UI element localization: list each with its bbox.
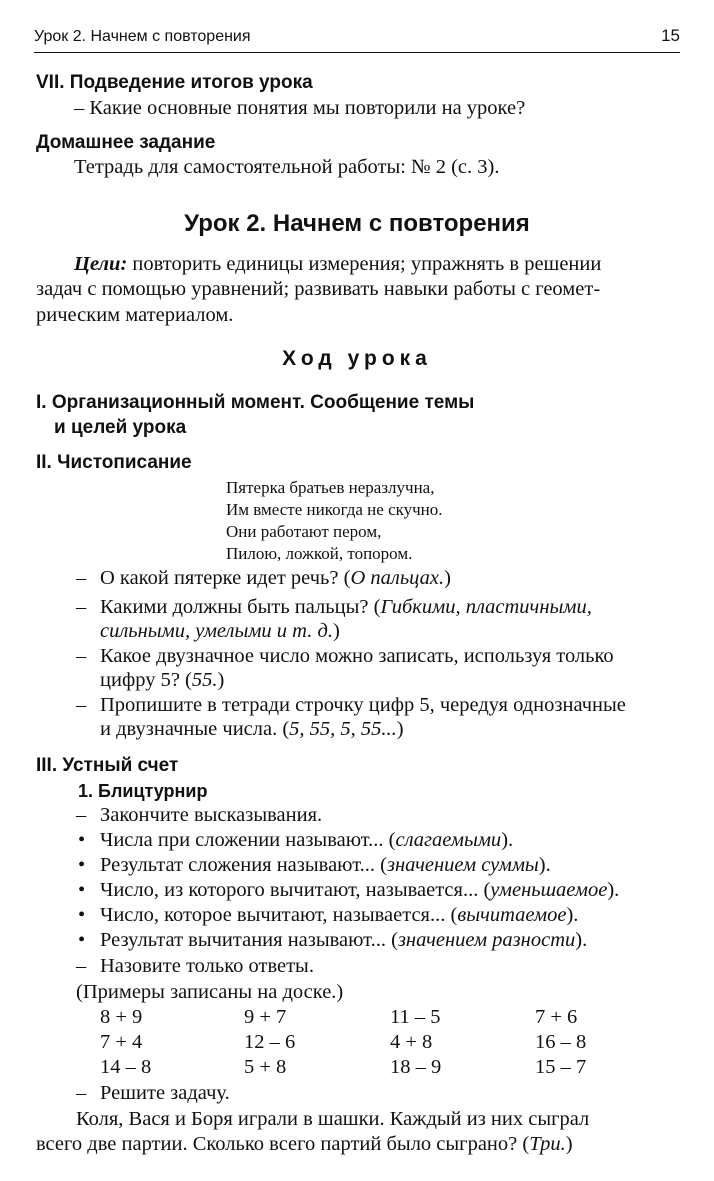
example: 8 + 9 [100,1006,143,1028]
bullet-item [100,879,619,902]
question-2-answer-1: Гибкими, пластичными, [380,596,592,618]
question-2 [100,596,592,619]
dash: – [76,955,87,977]
bullet-item [100,854,551,877]
problem-answer: Три. [529,1133,566,1155]
poem-line-1: Пятерка братьев неразлучна, [226,478,435,497]
examples-note: (Примеры записаны на доске.) [76,981,344,1003]
finish-statements: Закончите высказывания. [100,804,323,826]
example: 12 – 6 [244,1031,296,1053]
example: 5 + 8 [244,1056,287,1078]
paren: ) [332,620,340,642]
example: 18 – 9 [390,1056,442,1078]
homework-heading: Домашнее задание [36,132,216,153]
paren: ) [444,567,451,589]
question-4-answer: 5, 55, 5, 55... [289,718,397,740]
bullet-item [100,829,513,852]
bullet-text: Число, которое вычитают, называется... ( [100,904,458,926]
bullet-answer: слагаемыми [395,829,502,851]
problem-line-1: Коля, Вася и Боря играли в шашки. Каждый из них сыграл [76,1108,590,1130]
paren: ) [565,1133,573,1155]
question-2-line-2 [100,620,340,643]
example: 15 – 7 [535,1056,587,1078]
paren: ). [575,929,588,951]
course-heading: Ход урока [282,347,432,370]
example: 7 + 6 [535,1006,578,1028]
example: 9 + 7 [244,1006,287,1028]
example: 16 – 8 [535,1031,587,1053]
question-3-line-1: Какое двузначное число можно записать, используя только [100,645,614,667]
paren: ). [566,904,579,926]
paren: ). [501,829,514,851]
bullet-answer: уменьшаемое [490,879,608,901]
goals-text-1: повторить единицы измерения; упражнять в решении [127,253,602,275]
bullet-answer: значением суммы [386,854,539,876]
question-4-line-1: Пропишите в тетради строчку цифр 5, чередуя однозначные [100,694,626,716]
page-number: 15 [661,26,680,45]
example: 7 + 4 [100,1031,143,1053]
bullet-text: Результат вычитания называют... ( [100,929,398,951]
dash: – [76,567,87,589]
goals-line-1 [74,253,601,276]
question-2-answer-2: сильными, умелыми и т. д. [100,620,333,642]
dash: – [76,804,87,826]
section-7-question: – Какие основные понятия мы повторили на уроке? [74,97,526,119]
lesson-title: Урок 2. Начнем с повторения [184,210,530,237]
bullet-answer: вычитаемое [457,904,567,926]
bullet: • [78,929,86,951]
running-head [34,24,680,53]
bullet: • [78,904,86,926]
running-head-title: Урок 2. Начнем с повторения [34,28,251,45]
question-4-line-2 [100,718,404,741]
question-2-text: Какими должны быть пальцы? ( [100,596,381,618]
question-3-text: цифру 5? ( [100,669,192,691]
bullet-text: Число, из которого вычитают, называется... ( [100,879,491,901]
paren: ) [396,718,404,740]
bullet: • [78,879,86,901]
problem-text: всего две партии. Сколько всего партий было сыграно? ( [36,1133,530,1155]
question-3-line-2 [100,669,224,692]
homework-text: Тетрадь для самостоятельной работы: № 2 (с. 3). [74,156,500,178]
section-2-heading: II. Чистописание [36,452,192,473]
answers-only: Назовите только ответы. [100,955,314,977]
paren: ) [217,669,225,691]
goals-line-2: задач с помощью уравнений; развивать навыки работы с геомет- [36,278,601,300]
poem-line-3: Они работают пером, [226,522,382,541]
poem-line-4: Пилою, ложкой, топором. [226,544,413,563]
example: 4 + 8 [390,1031,433,1053]
paren: ). [538,854,551,876]
question-1 [100,567,451,590]
section-1-heading-line-1: I. Организационный момент. Сообщение темы [36,392,475,413]
dash: – [76,596,87,618]
dash: – [76,645,87,667]
goals-line-3: рическим материалом. [36,304,234,326]
dash: – [76,1082,87,1104]
question-3-answer: 55. [191,669,218,691]
bullet: • [78,829,86,851]
goals-label: Цели: [74,253,128,275]
bullet-text: Числа при сложении называют... ( [100,829,396,851]
bullet-item [100,929,587,952]
section-1-heading-line-2: и целей урока [54,417,187,438]
question-1-answer: О пальцах. [350,567,445,589]
blitz-heading: 1. Блицтурнир [78,781,208,801]
example: 14 – 8 [100,1056,152,1078]
poem-line-2: Им вместе никогда не скучно. [226,500,443,519]
question-1-text: О какой пятерке идет речь? ( [100,567,351,589]
bullet-text: Результат сложения называют... ( [100,854,387,876]
question-4-text: и двузначные числа. ( [100,718,290,740]
paren: ). [607,879,620,901]
problem-line-2 [36,1133,573,1156]
dash: – [76,694,87,716]
example: 11 – 5 [390,1006,441,1028]
bullet-answer: значением разности [397,929,576,951]
solve-problem: Решите задачу. [100,1082,230,1104]
section-7-heading: VII. Подведение итогов урока [36,72,313,93]
bullet-item [100,904,578,927]
bullet: • [78,854,86,876]
section-3-heading: III. Устный счет [36,755,179,776]
